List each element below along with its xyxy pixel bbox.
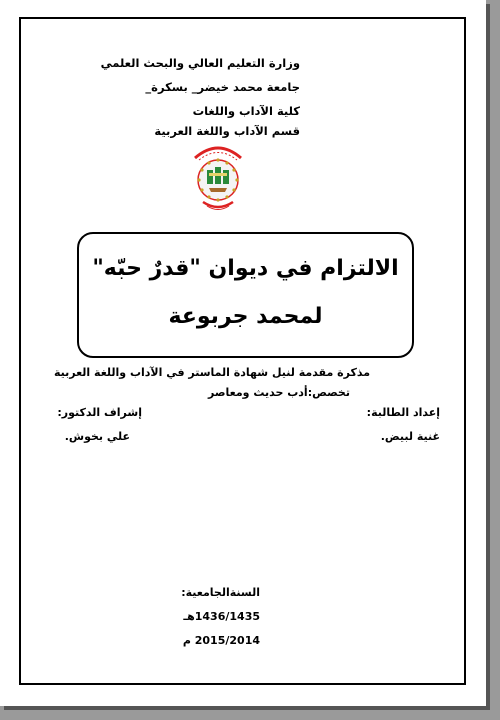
academic-year-label: السنةالجامعية: (181, 586, 260, 599)
thesis-title-line-1: الالتزام في ديوان "قدرٌ حبّه" (92, 256, 399, 281)
ministry-line: وزارة التعليم العالي والبحث العلمي (100, 56, 300, 70)
department-line: قسم الآداب واللغة العربية (154, 124, 300, 138)
faculty-line: كلية الآداب واللغات (192, 104, 300, 118)
university-seal-icon (189, 140, 247, 216)
academic-year-hijri: 1436/1435هـ (183, 610, 260, 623)
academic-year-gregorian: 2015/2014 م (182, 634, 260, 647)
thesis-purpose: مذكرة مقدمة لنيل شهادة الماستر في الآداب واللغة العربية (53, 366, 370, 379)
supervisor-name: علي بخوش. (64, 430, 130, 443)
student-name: غنية لبيض. (380, 430, 440, 443)
thesis-specialization: تخصص:أدب حديث ومعاصر (208, 386, 350, 399)
thesis-title-box (77, 232, 414, 358)
thesis-title-line-2: لمحمد جربوعة (168, 304, 323, 329)
supervisor-label: إشراف الدكتور: (57, 406, 142, 419)
student-label: إعداد الطالبة: (366, 406, 440, 419)
university-line: جامعة محمد خيضر_ بسكرة_ (145, 80, 300, 94)
